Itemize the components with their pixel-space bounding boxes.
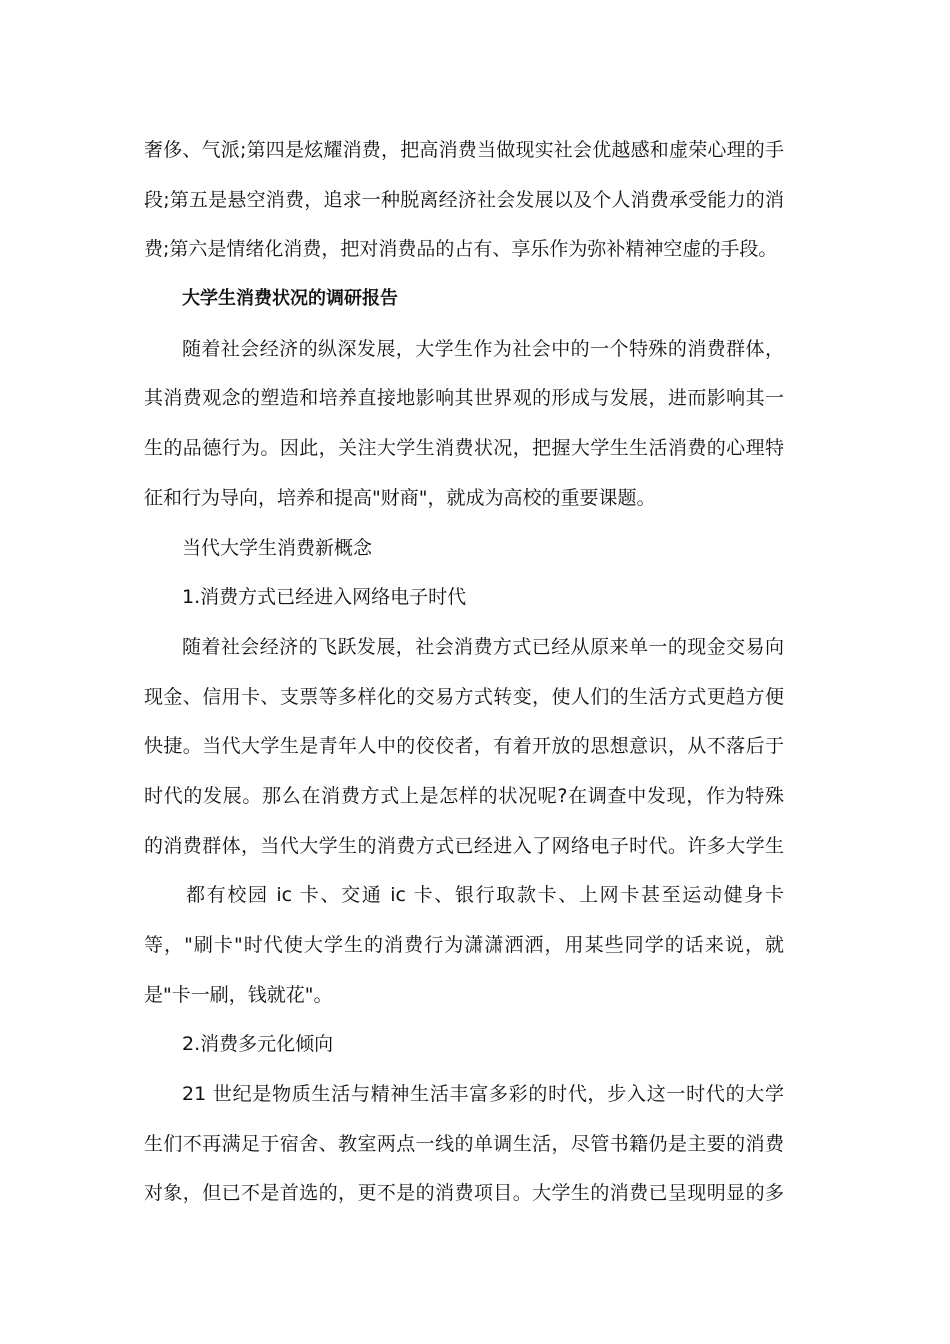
text-line-7: 生的品德行为。因此，关注大学生消费状况，把握大学生生活消费的心理特 xyxy=(144,437,784,459)
text-line-15: 的消费群体，当代大学生的消费方式已经进入了网络电子时代。许多大学生 xyxy=(144,835,784,857)
text-line-5: 随着社会经济的纵深发展，大学生作为社会中的一个特殊的消费群体， xyxy=(182,338,784,360)
text-line-22: 对象，但已不是首选的，更不是的消费项目。大学生的消费已呈现明显的多 xyxy=(144,1182,784,1204)
text-line-21: 生们不再满足于宿舍、教室两点一线的单调生活，尽管书籍仍是主要的消费 xyxy=(144,1133,784,1155)
text-line-6: 其消费观念的塑造和培养直接地影响其世界观的形成与发展，进而影响其一 xyxy=(144,387,784,409)
text-line-11: 随着社会经济的飞跃发展，社会消费方式已经从原来单一的现金交易向 xyxy=(182,636,784,658)
text-line-1: 奢侈、气派;第四是炫耀消费，把高消费当做现实社会优越感和虚荣心理的手 xyxy=(144,139,784,161)
text-line-17: 等，"刷卡"时代使大学生的消费行为潇潇洒洒，用某些同学的话来说，就 xyxy=(144,934,784,956)
text-line-20: 21 世纪是物质生活与精神生活丰富多彩的时代，步入这一时代的大学 xyxy=(182,1083,784,1105)
text-line-12: 现金、信用卡、支票等多样化的交易方式转变，使人们的生活方式更趋方便 xyxy=(144,686,784,708)
text-line-2: 段;第五是悬空消费，追求一种脱离经济社会发展以及个人消费承受能力的消 xyxy=(144,189,784,211)
subheading-point-2: 2.消费多元化倾向 xyxy=(182,1033,334,1055)
section-heading: 大学生消费状况的调研报告 xyxy=(182,288,398,309)
text-line-18: 是"卡一刷，钱就花"。 xyxy=(144,984,333,1006)
text-line-3: 费;第六是情绪化消费，把对消费品的占有、享乐作为弥补精神空虚的手段。 xyxy=(144,238,778,260)
subheading-concept: 当代大学生消费新概念 xyxy=(182,537,373,559)
text-line-16: 都有校园 ic 卡、交通 ic 卡、银行取款卡、上网卡甚至运动健身卡 xyxy=(186,884,784,906)
text-line-13: 快捷。当代大学生是青年人中的佼佼者，有着开放的思想意识，从不落后于 xyxy=(144,735,784,757)
text-line-14: 时代的发展。那么在消费方式上是怎样的状况呢?在调查中发现，作为特殊 xyxy=(144,785,784,807)
subheading-point-1: 1.消费方式已经进入网络电子时代 xyxy=(182,586,467,608)
text-line-8: 征和行为导向，培养和提高"财商"，就成为高校的重要课题。 xyxy=(144,487,656,509)
